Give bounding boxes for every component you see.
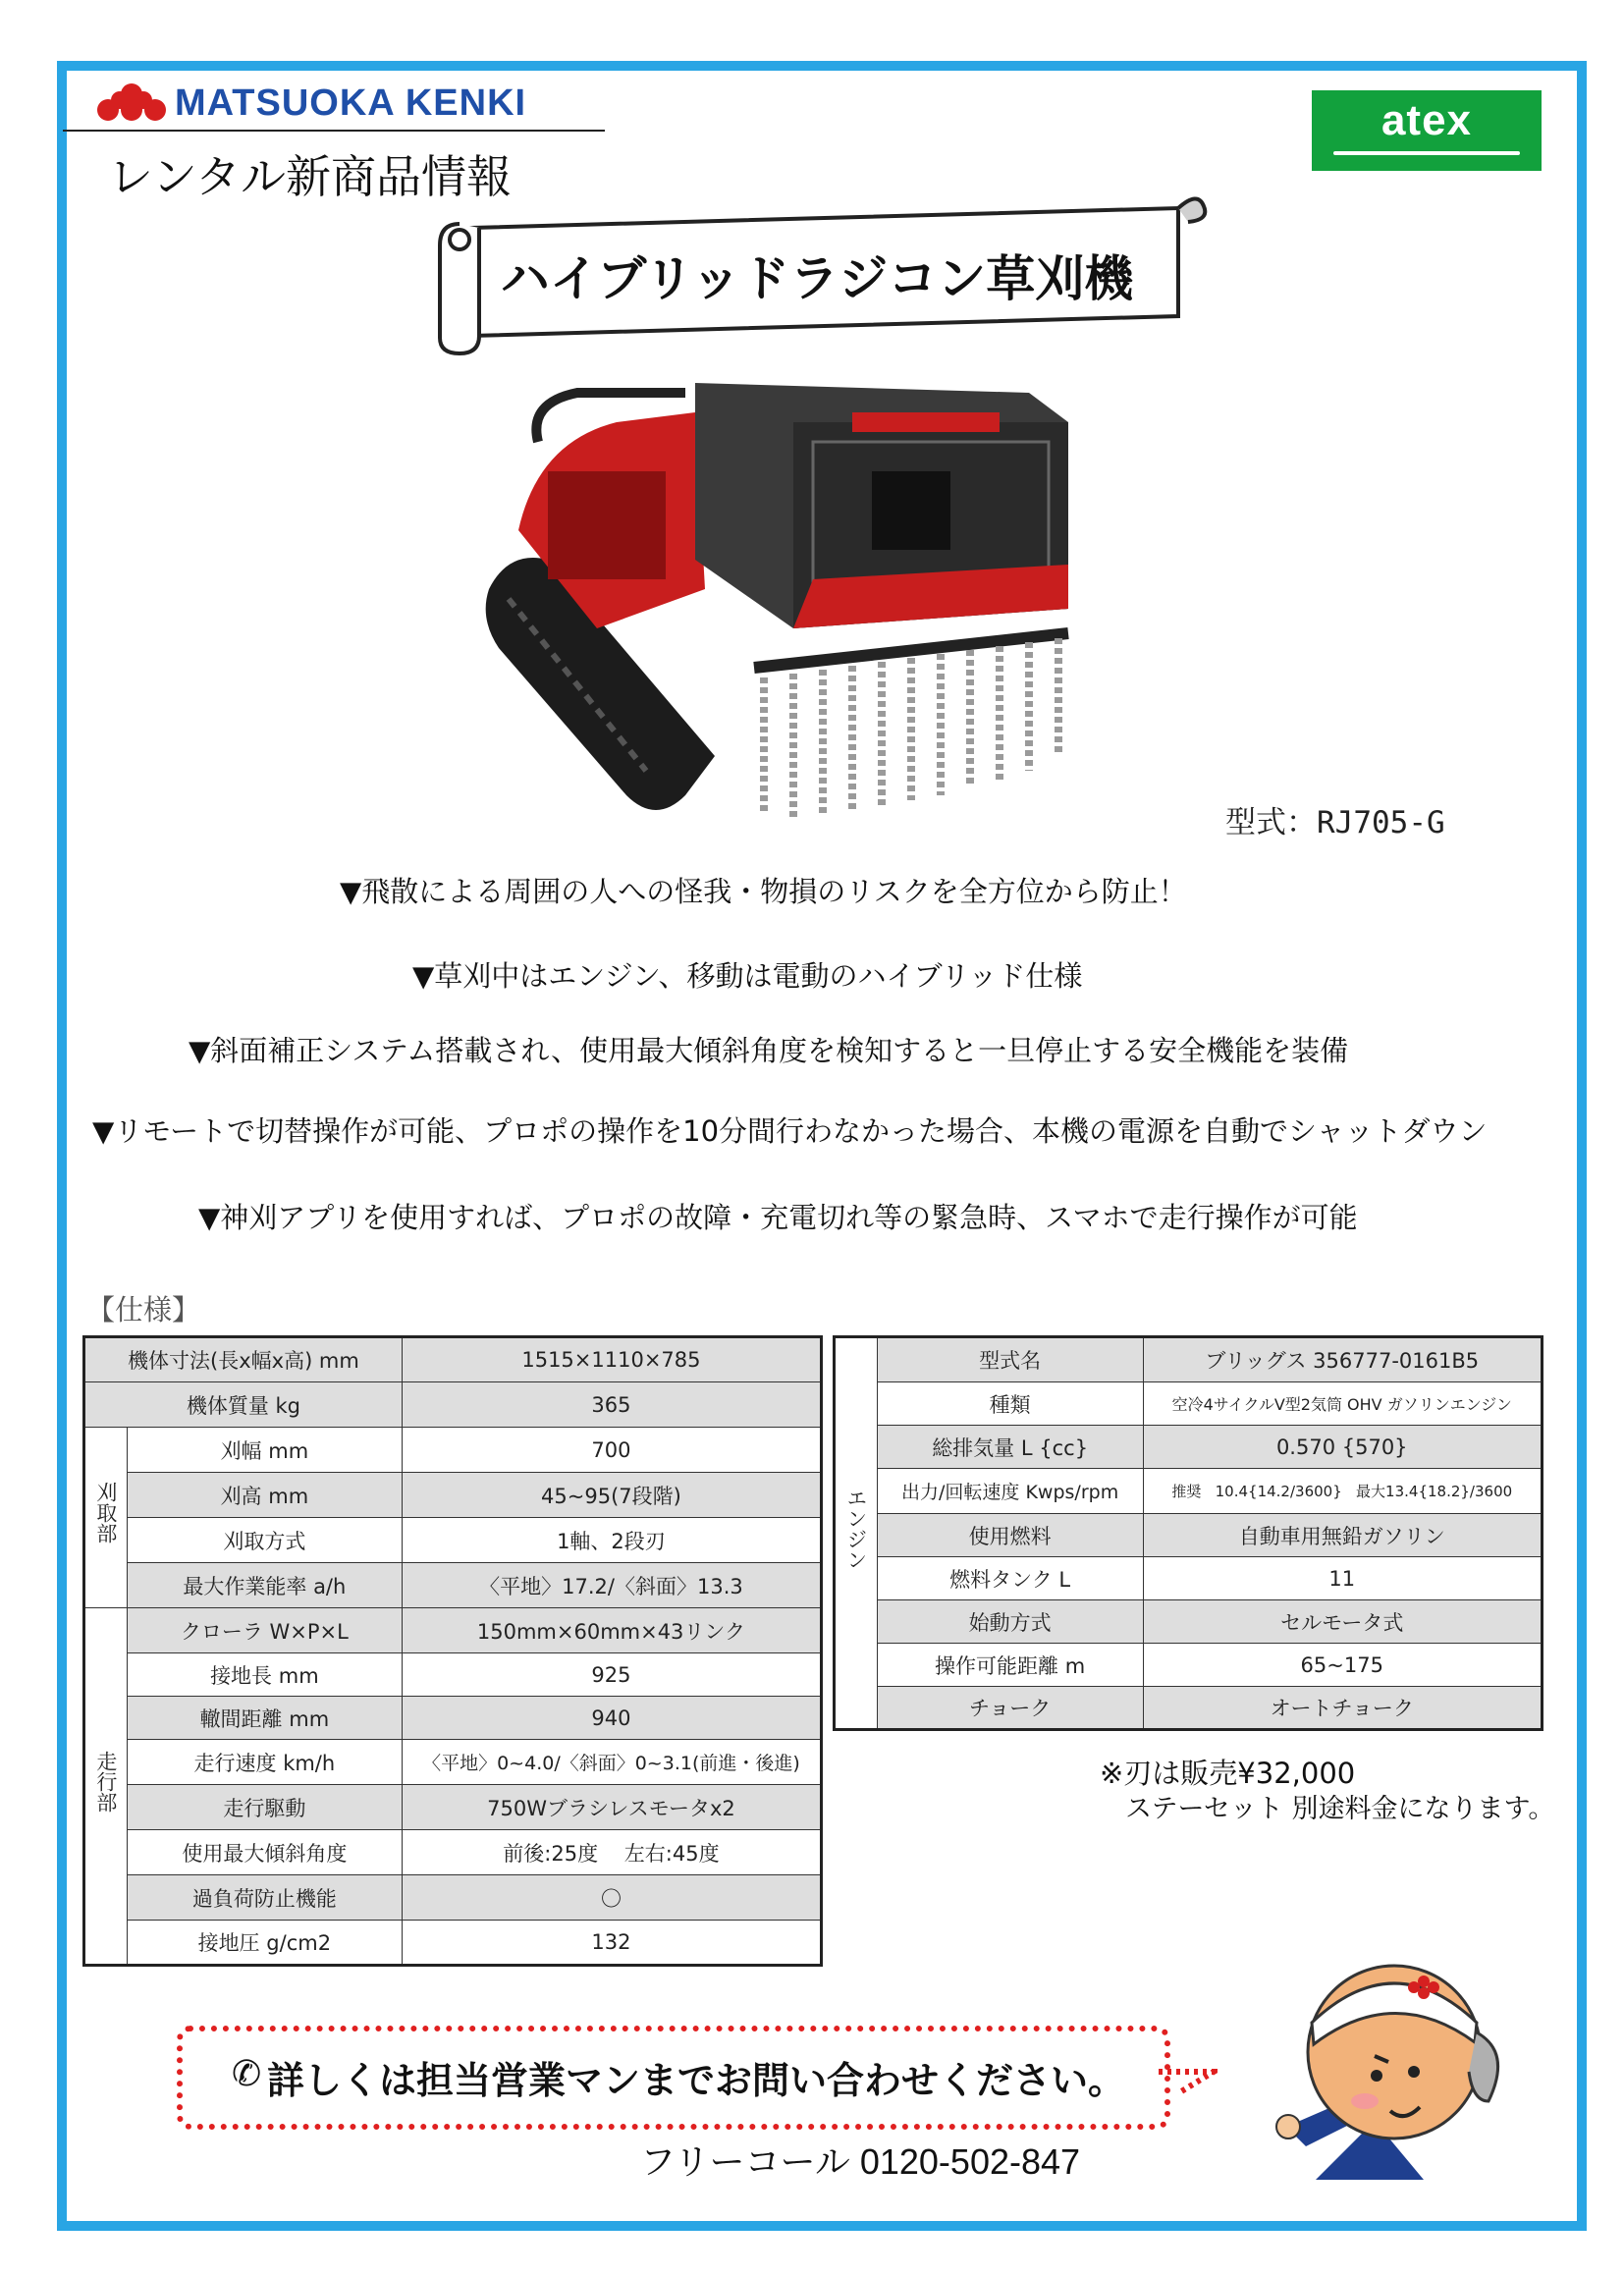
spec-label: 機体質量 kg [84, 1382, 403, 1428]
group-label-cutting [84, 1428, 128, 1608]
blade-price-note: ※刃は販売¥32,000 [1100, 1757, 1356, 1790]
group-label-travel [84, 1608, 128, 1966]
spec-label: 轍間距離 mm [127, 1697, 402, 1740]
spec-value: セルモータ式 [1143, 1600, 1543, 1644]
spec-label: 使用最大傾斜角度 [127, 1830, 402, 1875]
feature-item: ▼神刈アプリを使用すれば、プロポの故障・充電切れ等の緊急時、スマホで走行操作が可能 [198, 1201, 1358, 1234]
spec-label: 走行速度 km/h [127, 1740, 402, 1785]
spec-value: 1軸、2段刃 [402, 1518, 821, 1563]
spec-label: 始動方式 [877, 1600, 1143, 1644]
spec-label: 刈取方式 [127, 1518, 402, 1563]
spec-value: 925 [402, 1653, 821, 1697]
spec-label: チョーク [877, 1687, 1143, 1730]
spec-heading: 【仕様】 [86, 1293, 201, 1326]
spec-table-right [833, 1335, 1543, 1731]
spec-value: 前後:25度 左右:45度 [402, 1830, 821, 1875]
atex-logo-text: atex [1380, 96, 1473, 144]
table-row [835, 1644, 1543, 1687]
table-row [84, 1518, 822, 1563]
product-image [479, 383, 1078, 835]
feature-item: ▼リモートで切替操作が可能、プロポの操作を10分間行わなかった場合、本機の電源を自動でシャットダウン [92, 1114, 1488, 1148]
mascot-character [1267, 1954, 1551, 2186]
table-row [84, 1740, 822, 1785]
model-label: 型式：RJ705-G [1225, 805, 1445, 840]
spec-value: 〈平地〉0~4.0/〈斜面〉0~3.1(前進・後進) [402, 1740, 821, 1785]
table-row [835, 1687, 1543, 1730]
table-row [835, 1514, 1543, 1557]
spec-value: 365 [402, 1382, 821, 1428]
spec-value: 0.570 {570} [1143, 1426, 1543, 1469]
chain-curtain [754, 633, 1068, 820]
spec-value: 150mm×60mm×43リンク [402, 1608, 821, 1653]
spec-value: 132 [402, 1921, 821, 1966]
spec-label: 種類 [877, 1382, 1143, 1426]
stay-set-note: ステーセット 別途料金になります。 [1125, 1794, 1555, 1824]
callout-tail [1159, 2068, 1218, 2097]
document-type: レンタル新商品情報 [108, 150, 513, 203]
spec-label: 過負荷防止機能 [127, 1875, 402, 1921]
spec-value: 700 [402, 1428, 821, 1473]
spec-label: 機体寸法(長x幅x高) mm [84, 1337, 403, 1382]
group-text: 刈取部 [93, 1482, 118, 1543]
table-row [84, 1337, 822, 1382]
spec-value: 〇 [402, 1875, 821, 1921]
spec-value: ブリッグス 356777-0161B5 [1143, 1337, 1543, 1382]
table-row [835, 1382, 1543, 1426]
spec-label: 出力/回転速度 Kwps/rpm [877, 1469, 1143, 1514]
spec-label: 燃料タンク L [877, 1557, 1143, 1600]
spec-label: 操作可能距離 m [877, 1644, 1143, 1687]
matsuoka-logo-icon [94, 82, 169, 122]
atex-logo [1312, 90, 1542, 171]
table-row [84, 1653, 822, 1697]
table-row [835, 1469, 1543, 1514]
spec-value: 1515×1110×785 [402, 1337, 821, 1382]
table-row [84, 1382, 822, 1428]
spec-label: 最大作業能率 a/h [127, 1563, 402, 1608]
spec-label: 接地圧 g/cm2 [127, 1921, 402, 1966]
spec-value: 11 [1143, 1557, 1543, 1600]
table-row [84, 1473, 822, 1518]
spec-value: 空冷4サイクルV型2気筒 OHV ガソリンエンジン [1143, 1382, 1543, 1426]
spec-label: クローラ W×P×L [127, 1608, 402, 1653]
feature-item: ▼飛散による周囲の人への怪我・物損のリスクを全方位から防止！ [340, 875, 1187, 908]
spec-value: 65~175 [1143, 1644, 1543, 1687]
table-row [835, 1426, 1543, 1469]
spec-value: 45~95(7段階) [402, 1473, 821, 1518]
spec-value: 940 [402, 1697, 821, 1740]
group-label-engine [835, 1337, 878, 1730]
table-row [84, 1921, 822, 1966]
spec-value: 〈平地〉17.2/〈斜面〉13.3 [402, 1563, 821, 1608]
spec-label: 総排気量 L {cc} [877, 1426, 1143, 1469]
table-row [835, 1557, 1543, 1600]
spec-value: 推奨 10.4{14.2/3600} 最大13.4{18.2}/3600 [1143, 1469, 1543, 1514]
table-row [84, 1830, 822, 1875]
freecall-number[interactable]: フリーコール 0120-502-847 [640, 2141, 1081, 2182]
feature-item: ▼斜面補正システム搭載され、使用最大傾斜角度を検知すると一旦停止する安全機能を装備 [189, 1034, 1349, 1067]
table-row [84, 1428, 822, 1473]
table-row [84, 1875, 822, 1921]
brand-name: MATSUOKA KENKI [175, 82, 527, 124]
spec-value: 自動車用無鉛ガソリン [1143, 1514, 1543, 1557]
header-underline [63, 130, 605, 132]
phone-icon: ✆ [232, 2054, 262, 2094]
table-row [84, 1697, 822, 1740]
spec-label: 使用燃料 [877, 1514, 1143, 1557]
spec-label: 刈幅 mm [127, 1428, 402, 1473]
spec-value: オートチョーク [1143, 1687, 1543, 1730]
group-text: 走行部 [93, 1750, 118, 1813]
spec-table-left [82, 1335, 823, 1967]
spec-label: 刈高 mm [127, 1473, 402, 1518]
spec-value: 750Wブラシレスモータx2 [402, 1785, 821, 1830]
table-row [84, 1563, 822, 1608]
group-text: エンジン [843, 1487, 868, 1570]
atex-swoosh [1333, 151, 1520, 155]
table-row [84, 1785, 822, 1830]
spec-label: 型式名 [877, 1337, 1143, 1382]
banner-title: ハイブリッドラジコン草刈機 [500, 250, 1134, 307]
spec-label: 接地長 mm [127, 1653, 402, 1697]
contact-message: 詳しくは担当営業マンまでお問い合わせください。 [267, 2059, 1126, 2102]
table-row [84, 1608, 822, 1653]
table-row [835, 1600, 1543, 1644]
feature-item: ▼草刈中はエンジン、移動は電動のハイブリッド仕様 [412, 959, 1083, 993]
safety-cage [695, 383, 1068, 628]
spec-label: 走行駆動 [127, 1785, 402, 1830]
table-row [835, 1337, 1543, 1382]
